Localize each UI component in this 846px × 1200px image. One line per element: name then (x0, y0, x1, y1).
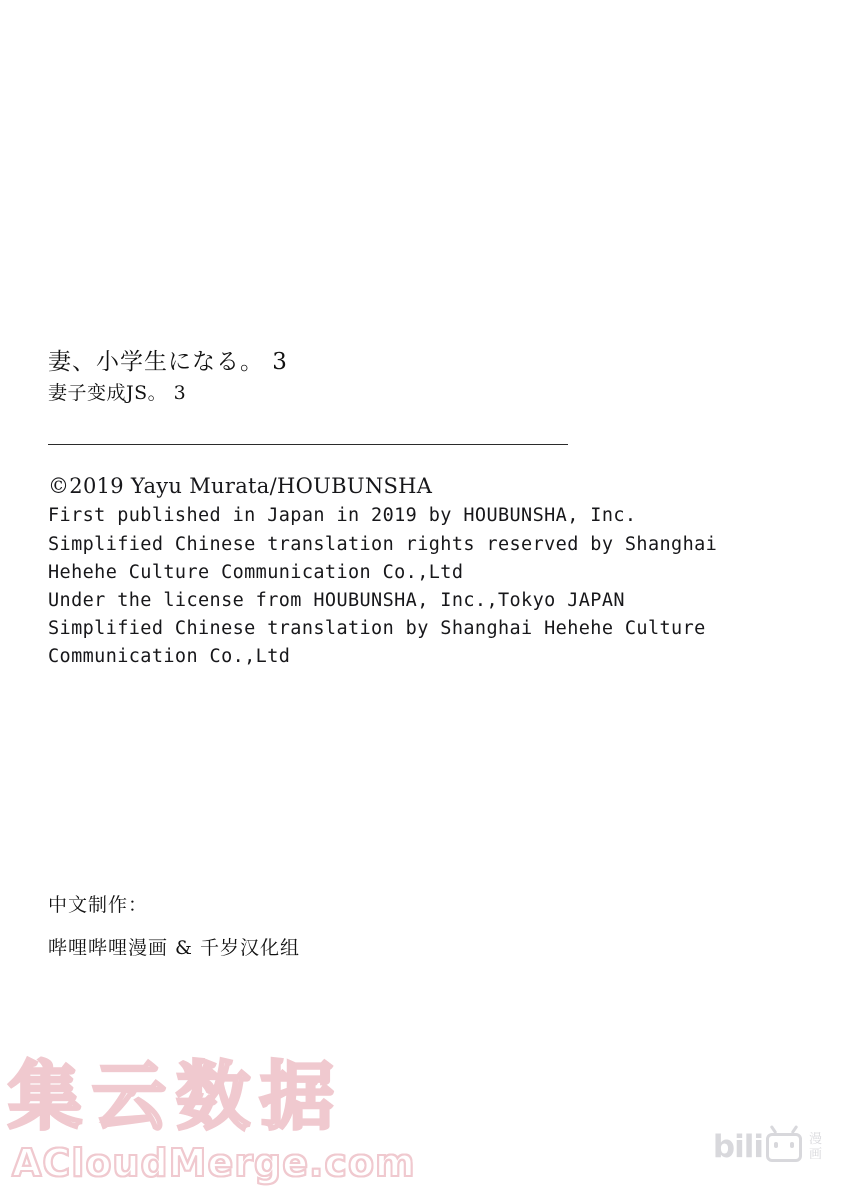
credit-line-4: Under the license from HOUBUNSHA, Inc.,Tokyo JAPAN (48, 589, 625, 611)
credit-line-1: First published in Japan in 2019 by HOUBUNSHA, Inc. (48, 505, 637, 527)
staff-names: 哔哩哔哩漫画 & 千岁汉化组 (48, 937, 300, 959)
credits-block (48, 471, 828, 672)
credit-line-copyright: ©2019 Yayu Murata/HOUBUNSHA (48, 473, 433, 498)
watermark-url-text: ACloudMerge.com (12, 1141, 416, 1185)
bilibili-eye-right-icon (790, 1142, 794, 1148)
staff-block (48, 890, 748, 960)
staff-label: 中文制作： (48, 894, 149, 916)
credit-line-5: Simplified Chinese translation by Shanghai Hehehe Culture (48, 617, 706, 639)
bilibili-mark (712, 1129, 802, 1165)
bilibili-caption-line-2: 画 (808, 1146, 822, 1162)
credit-line-2: Simplified Chinese translation rights reserved by Shanghai (48, 533, 718, 555)
credit-line-3: Hehehe Culture Communication Co.,Ltd (48, 561, 464, 583)
bilibili-manga-logo (712, 1129, 822, 1165)
watermark-chinese-text: 集云数据 (8, 1054, 344, 1140)
bilibili-eye-left-icon (774, 1142, 778, 1148)
bilibili-wordmark: bili (712, 1129, 763, 1165)
title-chinese: 妻子变成JS。 3 (48, 381, 187, 404)
watermark (8, 1054, 416, 1185)
credit-line-6: Communication Co.,Ltd (48, 645, 291, 667)
bilibili-caption-line-1: 漫 (808, 1132, 822, 1148)
title-japanese: 妻、小学生になる。 3 (48, 349, 288, 375)
bilibili-tv-icon (766, 1133, 802, 1162)
colophon-block (48, 348, 828, 671)
horizontal-rule (48, 444, 568, 445)
bilibili-caption (809, 1133, 822, 1161)
